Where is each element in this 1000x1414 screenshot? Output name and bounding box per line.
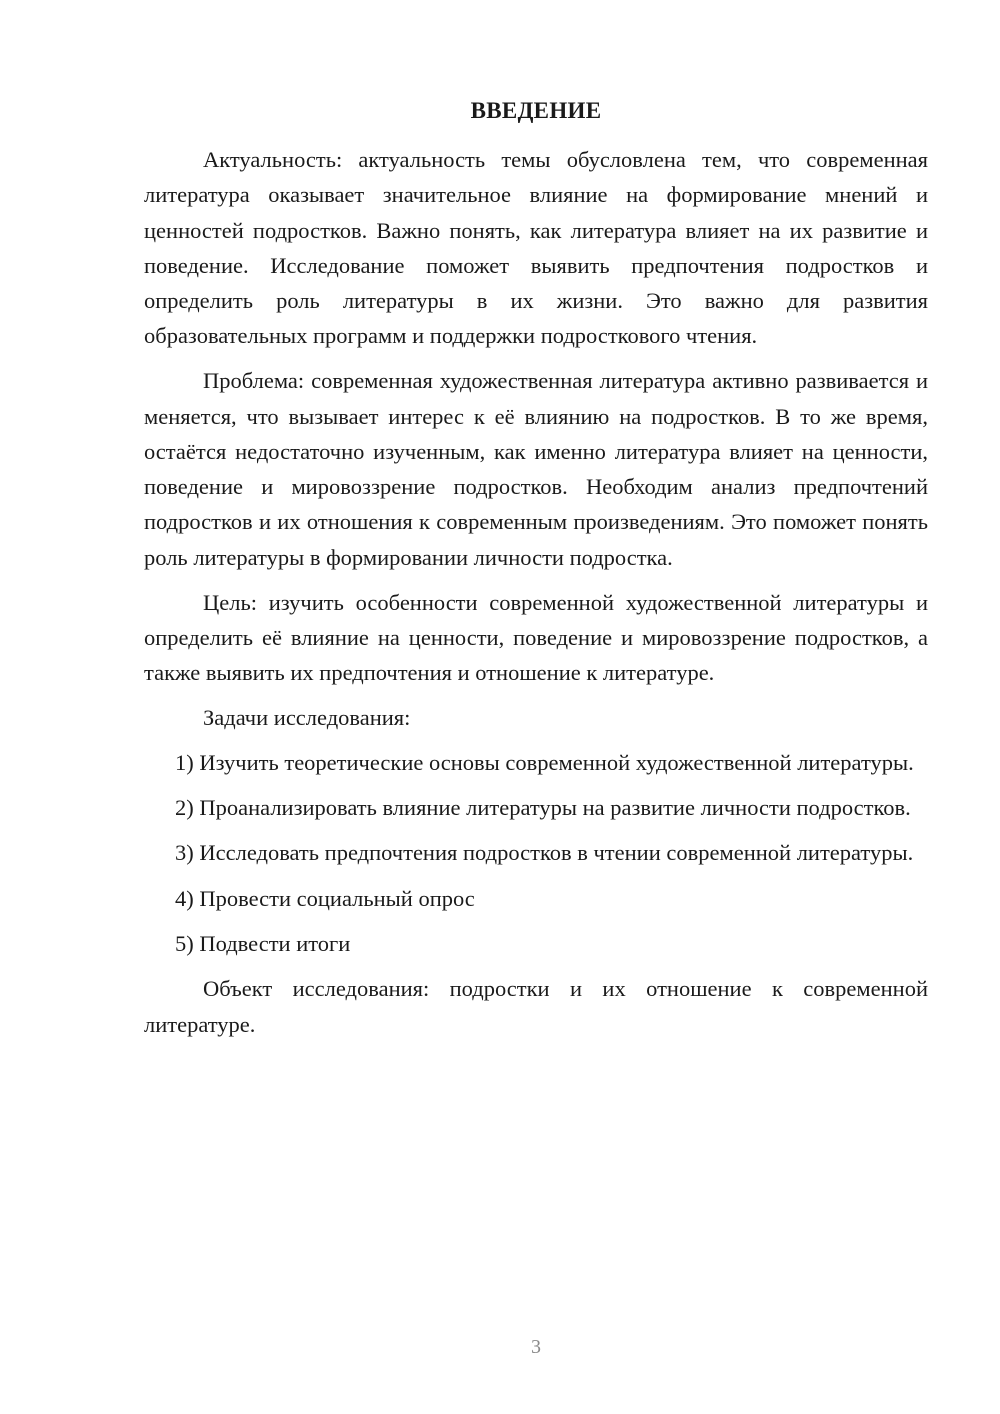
- tasks-heading: Задачи исследования:: [203, 704, 411, 730]
- page-number: 3: [531, 1336, 541, 1358]
- problem-paragraph: Проблема: современная художественная литература активно развивается и меняется, что вызывает интерес к её влиянию на подростков. В то же время, остаётся недостаточно изученным, как именно литература влияет на ценности, поведение и мировоззрение подростков. Необходим анализ предпочтений подростков и их отношения к современным произведениям. Это поможет понять роль литературы в формировании личности подростка.: [144, 368, 928, 570]
- object-paragraph: Объект исследования: подростки и их отношение к современной литературе.: [144, 976, 928, 1037]
- section-heading: ВВЕДЕНИЕ: [470, 98, 602, 123]
- goal-paragraph: Цель: изучить особенности современной художественной литературы и определить её влияние на ценности, поведение и мировоззрение подростков, а также выявить их предпочтения и отношение к литературе.: [144, 589, 928, 686]
- task-item: 5) Подвести итоги: [175, 930, 351, 956]
- document-page: [144, 0, 928, 1414]
- task-item: 4) Провести социальный опрос: [175, 885, 475, 911]
- task-item: 3) Исследовать предпочтения подростков в чтении современной литературы.: [175, 840, 914, 866]
- relevance-paragraph: Актуальность: актуальность темы обусловлена тем, что современная литература оказывает значительное влияние на формирование мнений и ценностей подростков. Важно понять, как литература влияет на их развитие и поведение. Исследование поможет выявить предпочтения подростков и определить роль литературы в их жизни. Это важно для развития образовательных программ и поддержки подросткового чтения.: [144, 147, 928, 349]
- task-item: 2) Проанализировать влияние литературы на развитие личности подростков.: [175, 795, 911, 821]
- task-item: 1) Изучить теоретические основы современной художественной литературы.: [175, 749, 914, 775]
- body-text: [144, 142, 928, 1042]
